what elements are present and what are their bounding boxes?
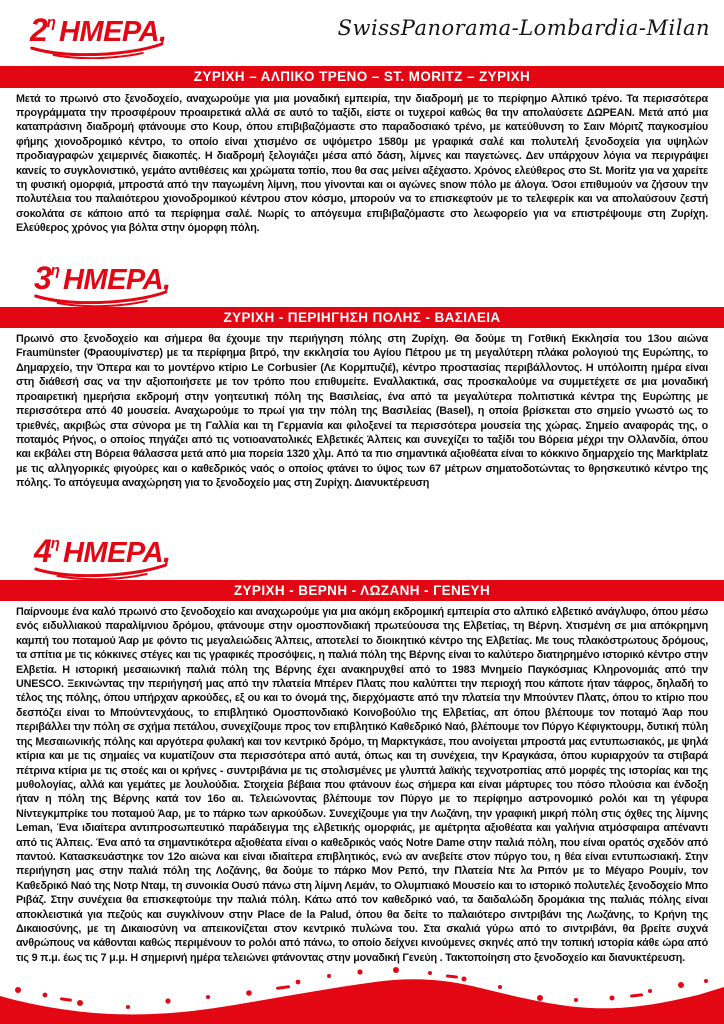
- brand-logo: SwissPanorama-Lombardia-Milan: [337, 16, 710, 40]
- day-number: 4: [34, 532, 51, 569]
- swoosh-underline-icon: [32, 564, 169, 580]
- day-2-heading: [30, 14, 167, 57]
- day-4-banner-title: ΖΥΡΙΧΗ - ΒΕΡΝΗ - ΛΩΖΑΝΗ - ΓΕΝΕΥΗ: [233, 582, 491, 598]
- swoosh-underline-icon: [32, 291, 169, 307]
- page-header: [0, 0, 724, 57]
- day-suffix: η: [50, 534, 60, 552]
- day-4-banner: [0, 580, 724, 602]
- day-4-description: Παίρνουμε ένα καλό πρωινό στο ξενοδοχείο και αναχωρούμε για μια ακόμη εκδρομική εμπειρία στο αλπικό ελβετικό ανάγλυφο, όπου μέσω ενός ειδυλλιακού παραλίμνιου δρόμου, φτάνουμε στην ομοσπονδιακή πρωτεύουσα της Ελβετίας, τη Βέρνη. Χτισμένη σε μια απόκρημνη καμπή του ποταμού Άαρ με φόντο τις μεγαλειώδεις Άλπεις, αποτελεί το διοικητικό κέντρο της Ελβετίας. Με τους πλακόστρωτους δρόμους, τα σπίτια με τις κόκκινες στέγες και τις γραφικές προσόψεις, η παλιά πόλη της Βέρνης είναι το καλύτερο διατηρημένο ιστορικό κέντρο στην Ελβετία. Η ιστορική μεσαιωνική παλιά πόλη της Βέρνης έχει ανακηρυχθεί από το 1983 Μνημείο Παγκόσμιας Κληρονομιάς από την UNESCO. Ξεκινώντας την περιήγησή μας από την πλατεία Μπέρεν Πλατς που καλύπτει την περιοχή που κάποτε ήταν τάφρος, δηλαδή το τέλος της πόλης, όπου υπήρχαν αρκούδες, εξ ου και το όνομά της, διερχόμαστε από την πλατεία την Μπούντεν Πλατς, όπου το κτίριο που δεσπόζει είναι το Μπούντενχάους, το επιβλητικό Ομοσπονδιακό Κοινοβούλιο της Ελβετίας, απ όπου βλέπουμε τον ποταμό Άαρ που περιβάλλει την πόλη σε σχήμα πετάλου, συνεχίζουμε προς τον επιβλητικό Καθεδρικό Ναό, βλέπουμε τον Πύργο Κέφιγκτουρμ, δυτική πύλη της Μεσαιωνικής πόλης και αργότερα φυλακή και τον κεντρικό δρόμο, τη Μαρκτγκάσε, που ανοίγεται μπροστά μας εντυπωσιακός, με ψηλά κτίρια και με τις σημαίες να κυματίζουν στα περισσότερα από αυτά, όπως και τη συνέχεια, την Κραγκάσα, όπου κυριαρχούν τα στιβαρά πέτρινα κτίρια με τις στοές και οι κρήνες - συντριβάνια με τις στολισμένες με γλυπτά λαϊκής τεχνοτροπίας από μορφές της ιστορίας και της μυθολογίας, αλλά και γεμάτες με λουλούδια. Στοιχεία βέβαια που φτάνουν έως σήμερα και είναι μάρτυρες του πόσο πλούσια και ένδοξη ήταν η πόλη της Βέρνης κατά τον 16ο αι. Τελειώνοντας βλέπουμε τον Πύργο με το περίφημο αστρονομικό ρολόι και τη γέφυρα Νίντεγκμπρίκε του ποταμού Άαρ, με το πάρκο των αρκούδων. Συνεχίζουμε για την Λωζάνη, την γραφική μικρή πόλη στις όχθες της λίμνης Leman, Ένα ιδιαίτερα αντιπροσωπευτικό παράδειγμα της ελβετικής ομορφιάς, με αμέτρητα αξιοθέατα και γαλήνια ατμόσφαιρα απέναντι από τις Άλπεις. Ένα από τα σημαντικότερα αξιοθέατα είναι ο καθεδρικός ναός Notre Dame στην παλιά πόλη, που είναι ορατός σχεδόν από παντού. Κατασκευάστηκε τον 12ο αιώνα και είναι ιδιαίτερα επιβλητικός, ενώ αν ανεβείτε στον πύργο του, η θέα είναι εντυπωσιακή. Στην περιήγηση μας στην παλιά πόλη της Λοζάνης, θα δούμε το πάρκο Μον Ρεπό, την Πλατεία Ντε λα Ριπόν με το Μέγαρο Ρουμίν, τον Καθεδρικό Ναό της Νοτρ Νταμ, τη συνοικία Ουσύ πάνω στη λίμνη Λεμάν, το Ολυμπιακό Μουσείο και το ιστορικό πολυτελές ξενοδοχείο Μπο Ριβάζ. Στην συνέχεια θα επισκεφτούμε την παλιά πόλη. Κάτω από τον καθεδρικό ναό, τα δαιδαλώδη δρομάκια της παλιάς πόλης είναι αποκλειστικά για πεζούς και συγκλίνουν στην Place de la Palud, όπου θα δείτε το παλαιότερο σιντριβάνι της Λωζάνης, το Κρήνη της Δικαιοσύνης, με τη Δικαιοσύνη να απεικονίζεται στον κεντρικό πυλώνα του. Στα σκαλιά γύρω από το σιντριβάνι, θα βρείτε συχνά ανθρώπους να κάθονται καθώς περιμένουν το ρολόι από πάνω, το οποίο δείχνει κινούμενες σκηνές από την τοπική ιστορία κάθε ώρα από τις 9 π.μ. έως τις 7 μ.μ. Η σημερινή ημέρα τελειώνει φτάνοντας στην μοναδική Γενεύη . Τακτοποίηση στο ξενοδοχείο και διανυκτέρευση.: [16, 606, 708, 964]
- day-3-heading: [34, 259, 171, 305]
- day-suffix: η: [50, 261, 60, 279]
- day-2-section: [0, 66, 724, 236]
- day-number: 2: [30, 12, 47, 48]
- day-2-description: Μετά το πρωινό στο ξενοδοχείο, αναχωρούμε για μια μοναδική εμπειρία, την διαδρομή με το περίφημο Αλπικό τρένο. Τα περισσότερα προγράμματα την προσφέρουν προαιρετικά αλλά σε αυτό το ταξίδι, είστε οι τυχεροί καθώς θα την απολαύσετε ΔΩΡΕΑΝ. Μετά από μια καταπράσινη διαδρομή φτάνουμε στο Κουρ, όπου επιβιβαζόμαστε στο παραδοσιακό τρένο, με κατεύθυνση το Σαιν Μόριτζ παγκοσμίου φήμης χιονοδρομικό κέντρο, το οποίο είναι χτισμένο σε υψόμετρο 1580μ με γραφικά σαλέ και πολυτελή ξενοδοχεία για υψηλών προδιαγραφών χειμερινές διακοπές. Η διαδρομή ξελογιάζει μέσα από δάση, λίμνες και παγετώνες. Δεν υπάρχουν λόγια να περιγράψει κανείς το συγκλονιστικό, γεμάτο αντιθέσεις και χρώματα τοπίο, που θα σας μείνει αξέχαστο. Χρόνος ελεύθερος στο St. Moritz για να χαρείτε τη φυσική ομορφιά, μπροστά από την παγωμένη λίμνη, που γίνονται και οι αγώνες snow πόλο με άλογα. Όσοι επιθυμούν να ζήσουν την πολυτέλεια του παλαιότερου χιονοδρομικού κέντρου στον κόσμο, μπορούν να το επισκεφτούν με το τελεφερίκ και να απολαύσουν ζεστή σοκολάτα σε κάποιο από τα περίφημα σαλέ. Νωρίς το απόγευμα επιβιβαζόμαστε στο λεωφορείο για να επιστρέψουμε στη Ζυρίχη. Ελεύθερος χρόνος για βόλτα στην όμορφη πόλη.: [16, 92, 708, 235]
- grunge-footer-decoration: [0, 954, 724, 1024]
- day-word: ΗΜΕΡΑ,: [62, 263, 171, 296]
- day-suffix: η: [46, 14, 56, 31]
- swoosh-underline-icon: [28, 43, 165, 59]
- day-number: 3: [34, 259, 51, 296]
- day-2-banner: [0, 66, 724, 88]
- day-3-banner: [0, 307, 724, 329]
- day-2-banner-title: ΖΥΡΙΧΗ – ΑΛΠΙΚΟ ΤΡΕΝΟ – ST. MORITZ – ΖΥΡΙΧΗ: [193, 69, 531, 84]
- day-4-section: [0, 532, 724, 966]
- day-3-banner-title: ΖΥΡΙΧΗ - ΠΕΡΙΗΓΗΣΗ ΠΟΛΗΣ - ΒΑΣΙΛΕΙΑ: [223, 309, 501, 325]
- day-3-description: Πρωινό στο ξενοδοχείο και σήμερα θα έχουμε την περιήγηση πόλης στη Ζυρίχη. Θα δούμε τη Γοτθική Εκκλησία του 13ου αιώνα Fraumünster (Φραουμίνστερ) με τα περίφημα βιτρό, την εκκλησία του Αγίου Πέτρου με τη μεγαλύτερη πλάκα ρολογιού της Ευρώπης, το Δημαρχείο, την Όπερα και το μοντέρνο κτίριο Le Corbusier (Λε Κορμπυζιέ), κέντρο προστασίας περιβάλλοντος. Η υπόλοιπη ημέρα είναι στη διάθεσή σας να την αξιοποιήσετε με τον τρόπο που επιθυμείτε. Εναλλακτικά, σας προσκαλούμε να συμμετέχετε σε μια μοναδική προαιρετική ημερήσια εκδρομή στην γοητευτική πόλη της Βασιλείας, ένα από τα μεγαλύτερα πολιτιστικά κέντρα της Ευρώπης με περισσότερα από 40 μουσεία. Αναχωρούμε το πρωί για την πόλη της Βασιλείας (Basel), η οποία βρίσκεται στο σημείο γνωστό ως το τριεθνές, ακριβώς στα σύνορα με τη Γαλλία και τη Γερμανία και φιλοξενεί τα περισσότερα μουσεία της χώρας. Σημείο αναφοράς της, ο ποταμός Ρήνος, ο οποίος πηγάζει από τις νοτιοανατολικές Ελβετικές Άλπεις και συνεχίζει το ταξίδι του Βόρεια μέχρι την Ολλανδία, όπου και εκβάλει στη Βόρεια θάλασσα μετά από μια πορεία 1320 χλμ. Από τα πιο σημαντικά αξιοθέατα είναι το κόκκινο δημαρχείο της Marktplatz με τις αλληγορικές φιγούρες και ο καθεδρικός ναός ο οποίος φτάνει το ύψος των 67 μέτρων σηματοδοτώντας το θρησκευτικό κέντρο της πόλης. Το απόγευμα αναχώρηση για το ξενοδοχείο μας στη Ζυρίχη. Διανυκτέρευση: [16, 333, 708, 490]
- day-word: ΗΜΕΡΑ,: [58, 16, 167, 48]
- day-3-section: [0, 259, 724, 491]
- day-4-heading: [34, 532, 171, 578]
- day-word: ΗΜΕΡΑ,: [62, 536, 171, 569]
